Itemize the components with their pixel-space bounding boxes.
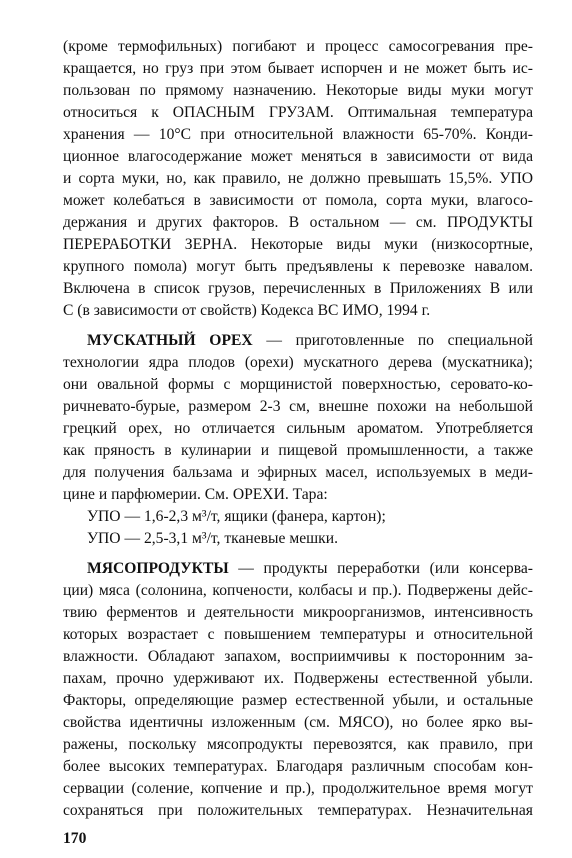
text-line: цине и парфюмерии. См. ОРЕХИ. Тара: — [63, 486, 328, 503]
text-line: ционное влагосодержание может меняться в зависимости от вида — [63, 148, 533, 165]
page-number: 170 — [63, 830, 87, 847]
text-line: влажности. Обладают запахом, восприимчивы к посторонним за- — [63, 648, 533, 665]
text-line: свойства идентичны изложенным (см. МЯСО), но более ярко вы- — [63, 714, 533, 731]
text-line: твию ферментов и деятельности микроорганизмов, интенсивность — [63, 604, 533, 621]
text-line: ПЕРЕРАБОТКИ ЗЕРНА. Некоторые виды муки (низкосортные, — [63, 236, 533, 253]
text-line: как пряность в кулинарии и пищевой промышленности, а также — [63, 442, 533, 459]
text-line: для получения бальзама и эфирных масел, используемых в меди- — [63, 464, 533, 481]
text-line: Факторы, определяющие размер естественной убыли, и остальные — [63, 692, 533, 709]
text-line: относиться к ОПАСНЫМ ГРУЗАМ. Оптимальная температура — [63, 104, 533, 121]
text-line: — приготовленные по специальной — [252, 332, 534, 349]
text-line: более высоких температурах. Благодаря различным способам кон- — [63, 758, 533, 775]
text-line: кращается, но груз при этом бывает испорчен и не может быть ис- — [63, 60, 533, 77]
entry-term: МЯСОПРОДУКТЫ — [87, 560, 229, 577]
text-line: может колебаться в зависимости от помола, сорта муки, влагосо- — [63, 192, 533, 209]
text-line: ражены, поскольку мясопродукты перевозятся, как правило, при — [63, 736, 533, 753]
text-line: грецкий орех, но отличается сильным ароматом. Употребляется — [63, 420, 533, 437]
packaging-line: УПО — 1,6-2,3 м³/т, ящики (фанера, картон); — [87, 508, 386, 525]
text-line: — продукты переработки (или консерва- — [228, 560, 533, 577]
entry-term: МУСКАТНЫЙ ОРЕХ — [87, 332, 253, 349]
text-line: которых возрастает с повышением температуры и относительной — [63, 626, 533, 643]
entry-first-line — [87, 558, 533, 580]
packaging-line: УПО — 2,5-3,1 м³/т, тканевые мешки. — [87, 530, 338, 547]
text-line: хранения — 10°С при относительной влажности 65-70%. Конди- — [63, 126, 533, 143]
entry-first-line — [87, 330, 533, 352]
text-line: сохраняться при положительных температурах. Незначительная — [63, 802, 533, 819]
text-line: ричневато-бурые, размером 2-3 см, внешне похожи на небольшой — [63, 398, 533, 415]
text-line: держания и других факторов. В остальном — см. ПРОДУКТЫ — [63, 214, 533, 231]
text-line: пахам, прочно удерживают их. Подвержены естественной убыли. — [63, 670, 533, 687]
text-line: ции) мяса (солонина, копчености, колбасы и пр.). Подвержены дейс- — [63, 582, 533, 599]
text-line: они овальной формы с морщинистой поверхностью, серовато-ко- — [63, 376, 533, 393]
text-line: (кроме термофильных) погибают и процесс самосогревания пре- — [63, 38, 533, 55]
text-line: крупного помола) могут быть предъявлены к перевозке навалом. — [63, 258, 533, 275]
text-line: сервации (соление, копчение и пр.), продолжительное время могут — [63, 780, 533, 797]
text-line: технологии ядра плодов (орехи) мускатного дерева (мускатника); — [63, 354, 533, 371]
text-line: и сорта муки, но, как правило, не должно превышать 15,5%. УПО — [63, 170, 533, 187]
text-line: Включена в список грузов, перечисленных в Приложениях В или — [63, 280, 533, 297]
text-line: пользован по прямому назначению. Некоторые виды муки могут — [63, 82, 533, 99]
text-line: С (в зависимости от свойств) Кодекса ВС ИМО, 1994 г. — [63, 302, 431, 319]
